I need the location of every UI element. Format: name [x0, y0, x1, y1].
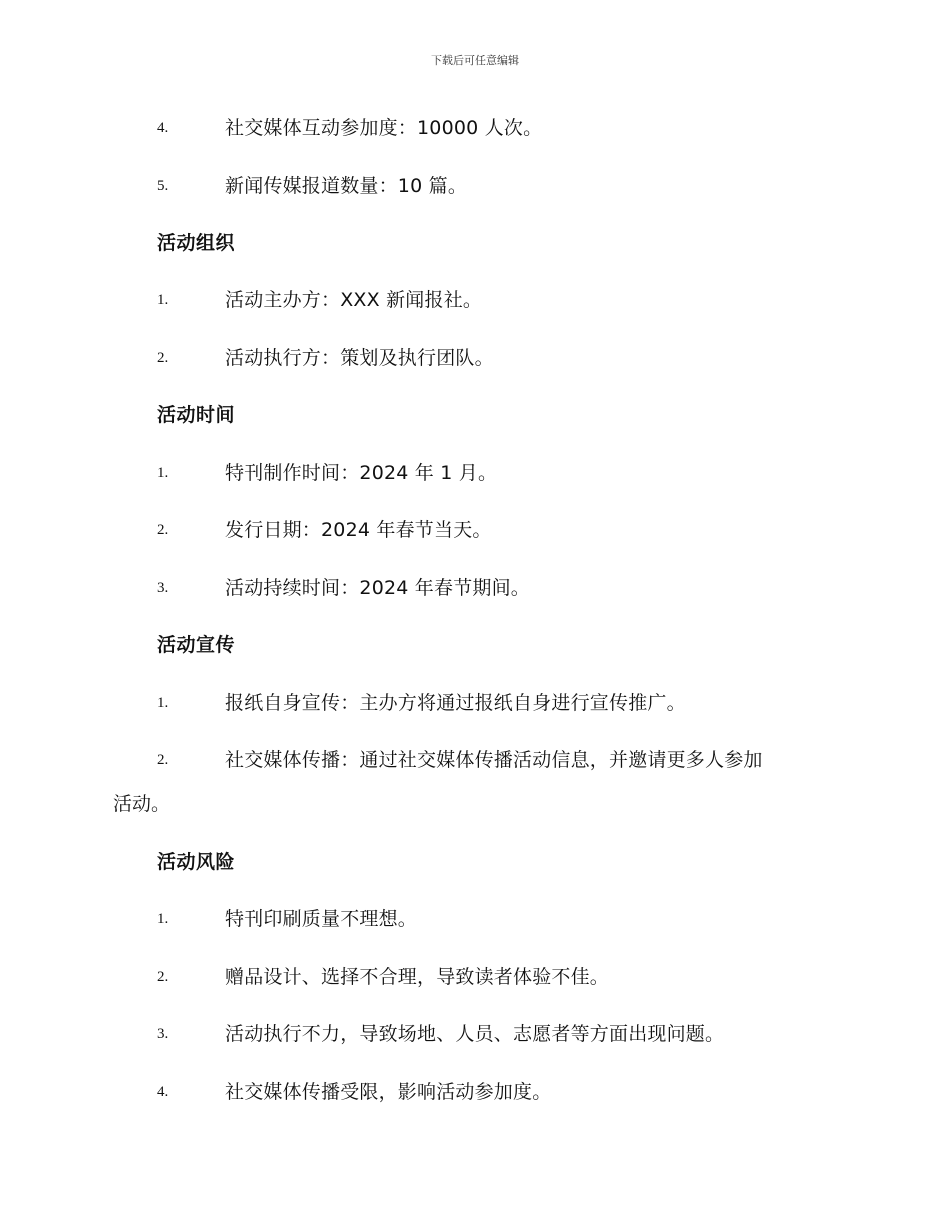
list-number: 2. — [157, 522, 169, 538]
list-text: 社交媒体传播：通过社交媒体传播活动信息，并邀请更多人参加 — [225, 749, 763, 771]
list-number: 1. — [157, 292, 169, 308]
list-text: 活动持续时间：2024 年春节期间。 — [225, 577, 530, 599]
list-text: 社交媒体传播受限，影响活动参加度。 — [225, 1081, 552, 1103]
list-text: 特刊印刷质量不理想。 — [225, 908, 418, 930]
page-header: 下载后可任意编辑 — [431, 54, 519, 67]
section-heading-text: 活动宣传 — [157, 634, 236, 656]
list-text: 新闻传媒报道数量：10 篇。 — [225, 175, 468, 197]
list-text: 活动执行方：策划及执行团队。 — [225, 347, 494, 369]
list-number: 2. — [157, 752, 169, 768]
list-number: 4. — [157, 1084, 169, 1100]
list-text: 发行日期：2024 年春节当天。 — [225, 519, 492, 541]
section-heading-text: 活动时间 — [157, 404, 236, 426]
list-number: 5. — [157, 178, 169, 194]
list-number: 1. — [157, 695, 169, 711]
list-number: 1. — [157, 911, 169, 927]
list-number: 3. — [157, 580, 169, 596]
list-text: 特刊制作时间：2024 年 1 月。 — [225, 462, 498, 484]
list-number: 2. — [157, 350, 169, 366]
list-text: 赠品设计、选择不合理，导致读者体验不佳。 — [225, 966, 610, 988]
list-number: 3. — [157, 1026, 169, 1042]
section-heading-text: 活动风险 — [157, 851, 236, 873]
list-text: 社交媒体互动参加度：10000 人次。 — [225, 117, 543, 139]
list-text: 活动执行不力，导致场地、人员、志愿者等方面出现问题。 — [225, 1023, 725, 1045]
list-number: 4. — [157, 120, 169, 136]
list-number: 2. — [157, 969, 169, 985]
list-text: 活动主办方：XXX 新闻报社。 — [225, 289, 483, 311]
list-number: 1. — [157, 465, 169, 481]
list-text: 报纸自身宣传：主办方将通过报纸自身进行宣传推广。 — [225, 692, 686, 714]
list-text-continuation: 活动。 — [113, 793, 171, 815]
section-heading-text: 活动组织 — [157, 232, 236, 254]
